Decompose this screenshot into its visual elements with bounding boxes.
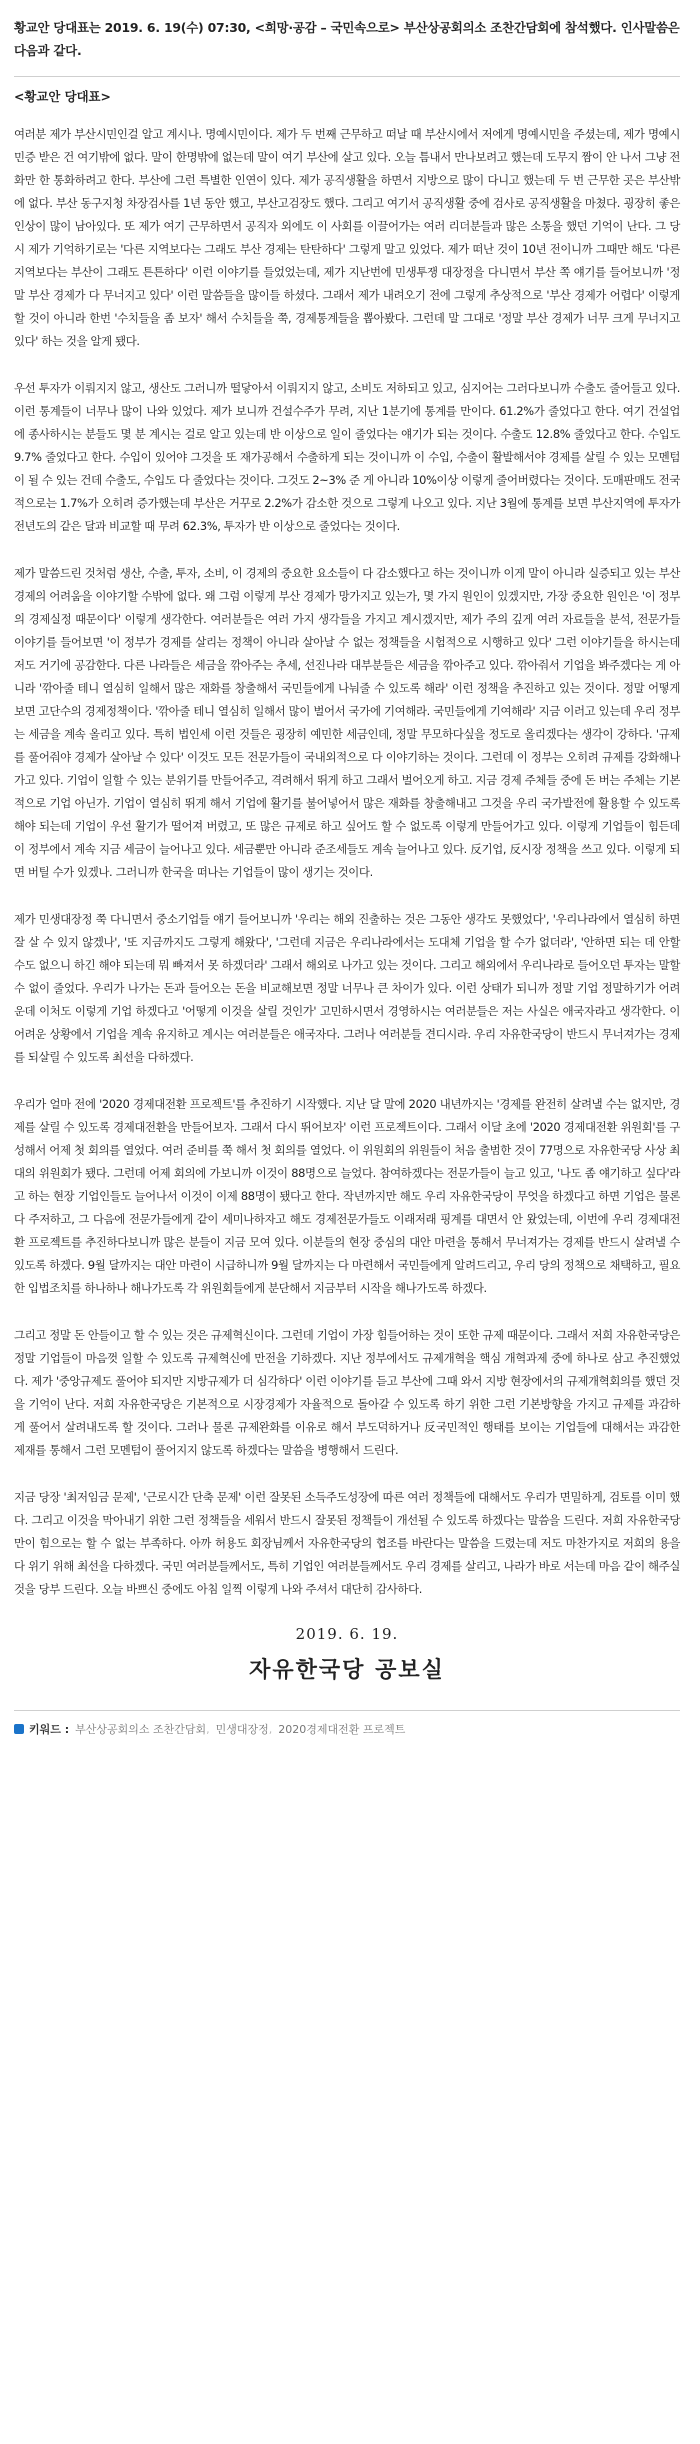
intro-text: 황교안 당대표는 2019. 6. 19(수) 07:30, <희망·공감 – 국민속으로> 부산상공회의소 조찬간담회에 참석했다. 인사말씀은 다음과 같다.: [14, 20, 680, 58]
paragraph-5: 우리가 얼마 전에 '2020 경제대전환 프로젝트'를 추진하기 시작했다. 지난 달 말에 2020 내년까지는 '경제를 완전히 살려낼 수는 없지만, 경제를 살릴 수 있도록 경제대전환을 만들어보자. 그래서 다시 뛰어보자' 이런 프로젝트이다. 그래서 이달 초에 '2020 경제대전환 위원회'를 구성해서 어제 첫 회의를 열었다. 여러 준비를 쭉 해서 첫 회의를 열었다. 이 위원회의 위원들이 처음 출범한 것이 77명으로 자유한국당 사상 최대의 위원회가 됐다. 그런데 어제 회의에 가보니까 이것이 88명으로 늘었다. 참여하겠다는 전문가들이 늘고 있고, '나도 좀 얘기하고 싶다'라고 하는 현장 기업인들도 늘어나서 이것이 이제 88명이 됐다고 한다. 작년까지만 해도 우리 자유한국당이 무엇을 하겠다고 하면 기업은 물론 다 주저하고, 그 다음에 전문가들에게 같이 세미나하자고 해도 경제전문가들도 이래저래 핑계를 대면서 안 왔었는데, 이번에 우리 경제대전환 프로젝트를 추진하다보니까 많은 분들이 지금 모여 있다. 이분들의 현장 중심의 대안 마련을 통해서 무너져가는 경제를 반드시 살려낼 수 있도록 하겠다. 9월 달까지는 대안 마련이 시급하니까 9월 달까지는 다 마련해서 국민들에게 알려드리고, 우리 당의 정책으로 채택하고, 필요한 입법조치를 하나하나 해나가도록 각 위원회들에게 분단해서 지금부터 시작을 해나가도록 하겠다.: [14, 1097, 680, 1295]
keyword-link-2[interactable]: 민생대장정: [215, 1723, 269, 1736]
paragraph-7: 지금 당장 '최저임금 문제', '근로시간 단축 문제' 이런 잘못된 소득주도성장에 따른 여러 정책들에 대해서도 우리가 면밀하게, 검토를 이미 했다. 그리고 이것을 막아내기 위한 그런 정책들을 세워서 반드시 잘못된 정책들이 개선될 수 있도록 하겠다는 말씀을 드린다. 저희 자유한국당만이 힘으로는 할 수 없는 부족하다. 아까 허용도 회장님께서 자유한국당의 협조를 바란다는 말씀을 드렸는데 저도 마찬가지로 저희의 용을 다 위기 위해 최선을 다하겠다. 국민 여러분들께서도, 특히 기업인 여러분들께서도 우리 경제를 살리고, 나라가 바로 서는데 마음 같이 해주실 것을 당부 드린다. 오늘 바쁘신 중에도 아침 일찍 이렇게 나와 주셔서 대단히 감사하다.: [14, 1490, 680, 1596]
keyword-link-3[interactable]: 2020경제대전환 프로젝트: [278, 1723, 406, 1736]
divider: [14, 76, 680, 77]
issuer-name: 자유한국당 공보실: [249, 1658, 445, 1683]
speaker-label: <황교안 당대표>: [14, 89, 111, 104]
paragraph-2: 우선 투자가 이뤄지지 않고, 생산도 그러니까 떨닿아서 이뤄지지 않고, 소비도 저하되고 있고, 심지어는 그러다보니까 수출도 줄어들고 있다. 이런 통계들이 너무나 많이 나와 있었다. 제가 보니까 건설수주가 무려, 지난 1분기에 통계를 만이다. 61.2%가 줄었다고 한다. 여기 건설업에 종사하시는 분들도 몇 분 계시는 걸로 알고 있는데 반 이상으로 일이 줄었다는 얘기가 되는 것이다. 수출도 12.8% 줄었다고 한다. 수입도 9.7% 줄었다고 한다. 수입이 있어야 그것을 또 재가공해서 수출하게 되는 것이니까 이 수입, 수출이 활발해서야 경제를 살릴 수 있는 모멘텀이 될 수 있는 건데 수출도, 수입도 다 줄었다는 것이다. 그것도 2~3% 준 게 아니라 10%이상 이렇게 줄어버렸다는 것이다. 도매판매도 전국적으로는 1.7%가 오히려 증가했는데 부산은 거꾸로 2.2%가 감소한 것으로 그렇게 나오고 있다. 지난 3월에 통계를 보면 부산지역에 투자가 전년도의 같은 달과 비교할 때 무려 62.3%, 투자가 반 이상으로 줄었다는 것이다.: [14, 381, 680, 533]
keyword-link-1[interactable]: 부산상공회의소 조찬간담회: [75, 1723, 207, 1736]
speech-body: [14, 123, 680, 1601]
keywords-bar: [14, 1710, 680, 1737]
keyword-icon: [14, 1724, 24, 1734]
paragraph-3: 제가 말씀드린 것처럼 생산, 수출, 투자, 소비, 이 경제의 중요한 요소들이 다 감소했다고 하는 것이니까 이게 말이 아니라 실증되고 있는 부산 경제의 어려움을 이야기할 수밖에 없다. 왜 그럼 이렇게 부산 경제가 망가지고 있는가, 몇 가지 원인이 있겠지만, 가장 중요한 원인은 '이 정부의 경제실정 때문이다' 이렇게 생각한다. 여러분들은 여러 가지 생각들을 가지고 계시겠지만, 제가 주의 깊게 여러 자료들을 분석, 전문가들 이야기를 들어보면 '이 정부가 경제를 살리는 정책이 아니라 살아날 수 없는 정책들을 시험적으로 시행하고 있다' 그런 이야기들을 하시는데 저도 거기에 공감한다. 다른 나라들은 세금을 깎아주는 추세, 선진나라 대부분들은 세금을 깎아주고 있다. 깎아줘서 기업을 봐주겠다는 게 아니라 '깎아줄 테니 열심히 일해서 많은 재화를 창출해서 국민들에게 나눠줄 수 있도록 해라' 이런 정책을 추진하고 있는 것이다. 정말 어떻게 보면 고단수의 경제정책이다. '깎아줄 테니 열심히 일해서 많이 벌어서 국가에 기여해라. 국민들에게 기여해라' 지금 이러고 있는데 우리 정부는 세금을 계속 올리고 있다. 특히 법인세 이런 것들은 굉장히 예민한 세금인데, 정말 무모하다싶을 정도로 올리겠다는 생각이 강하다. '규제를 풀어줘야 경제가 살아날 수 있다' 이것도 모든 전문가들이 국내외적으로 다 이야기하는 것이다. 그런데 이 정부는 오히려 규제를 강화해나가고 있다. 기업이 일할 수 있는 분위기를 만들어주고, 격려해서 뛰게 하고 그래서 벌어오게 하고. 지금 경제 주체들 중에 돈 버는 주체는 기본적으로 기업 아닌가. 기업이 열심히 뛰게 해서 기업에 활기를 불어넣어서 많은 재화를 창출해내고 그것을 우리 국가발전에 활용할 수 있도록 해야 되는데 기업이 우선 활기가 떨어져 버렸고, 또 많은 규제로 하고 싶어도 할 수 없도록 이렇게 만들어가고 있다. 이렇게 기업들이 힘든데 이 정부에서 계속 지금 세금이 늘어나고 있다. 세금뿐만 아니라 준조세들도 계속 늘어나고 있다. 反기업, 反시장 정책을 쓰고 있다. 이렇게 되면 버틸 수가 있겠나. 그러니까 한국을 떠나는 기업들이 많이 생기는 것이다.: [14, 566, 680, 879]
release-date: 2019. 6. 19.: [295, 1625, 399, 1643]
keyword-separator: ,: [268, 1722, 273, 1736]
keywords-label: 키워드 :: [29, 1723, 70, 1736]
paragraph-1: 여러분 제가 부산시민인걸 알고 계시나. 명예시민이다. 제가 두 번째 근무하고 떠날 때 부산시에서 저에게 명예시민을 주셨는데, 제가 명예시민증 받은 건 여기밖에 없다. 말이 한명밖에 없는데 말이 여기 부산에 살고 있다. 오늘 틈내서 만나보려고 했는데 도무지 짬이 안 나서 그냥 전화만 한 통화하려고 한다. 부산에 그런 특별한 인연이 있다. 제가 공직생활을 하면서 지방으로 많이 다니고 했는데 두 번 근무한 곳은 부산밖에 없다. 부산 동구지청 차장검사를 1년 동안 했고, 부산고검장도 했다. 그리고 여기서 공직생활 중에 검사로 공직생활을 마쳤다. 굉장히 좋은 인상이 많이 남아있다. 또 제가 여기 근무하면서 공직자 외에도 이 사회를 이끌어가는 여러 리더분들과 많은 소통을 했던 기억이 난다. 그 당시 제가 기억하기로는 '다른 지역보다는 그래도 부산 경제는 탄탄하다' 그렇게 말고 있었다. 제가 떠난 것이 10년 전이니까 그때만 해도 '다른 지역보다는 부산이 그래도 튼튼하다' 이런 이야기를 들었었는데, 제가 지난번에 민생투쟁 대장정을 다니면서 부산 쪽 얘기를 들어보니까 '정말 부산 경제가 다 무너지고 있다' 이런 말씀들을 많이들 하셨다. 그래서 제가 내려오기 전에 그렇게 추상적으로 '부산 경제가 어렵다' 이렇게 할 것이 아니라 한번 '수치들을 좀 보자' 해서 수치들을 쭉, 경제통계들을 뽑아봤다. 그런데 말 그대로 '정말 부산 경제가 너무 크게 무너지고 있다' 하는 것을 알게 됐다.: [14, 127, 680, 348]
keyword-separator: ,: [206, 1722, 210, 1736]
paragraph-6: 그리고 정말 돈 안들이고 할 수 있는 것은 규제혁신이다. 그런데 기업이 가장 힘들어하는 것이 또한 규제 때문이다. 그래서 저희 자유한국당은 정말 기업들이 마음껏 일할 수 있도록 규제혁신에 만전을 기하겠다. 지난 정부에서도 규제개혁을 핵심 개혁과제 중에 하나로 삼고 추진했었다. 제가 '중앙규제도 풀어야 되지만 지방규제가 더 심각하다' 이런 이야기를 듣고 부산에 그때 와서 지방 현장에서의 규제개혁회의를 했던 것을 기억이 난다. 저희 자유한국당은 기본적으로 시장경제가 자율적으로 돌아갈 수 있도록 하기 위한 그런 기본방향을 가지고 규제를 과감하게 풀어서 살려내도록 할 것이다. 그러나 물론 규제완화를 이유로 해서 부도덕하거나 反국민적인 행태를 보이는 기업들에 대해서는 과감한 제재를 통해서 그런 모멘텀이 풀어지지 않도록 하겠다는 말씀을 병행해서 드린다.: [14, 1328, 680, 1457]
paragraph-4: 제가 민생대장정 쭉 다니면서 중소기업들 얘기 들어보니까 '우리는 해외 진출하는 것은 그동안 생각도 못했었다', '우리나라에서 열심히 하면 잘 살 수 있지 않겠나', '또 지금까지도 그렇게 해왔다', '그런데 지금은 우리나라에서는 도대체 기업을 할 수가 없더라', '안하면 되는 데 안할 수도 없으니 하긴 해야 되는데 뭐 빠져서 못 하겠더라' 그래서 해외로 나가고 있는 것이다. 그리고 해외에서 우리나라로 들어오던 투자는 말할 수 없이 줄었다. 우리가 나가는 돈과 들어오는 돈을 비교해보면 정말 너무나 큰 차이가 있다. 이런 상태가 되니까 정말 기업 정말하기가 어려운데 이처도 이렇게 기업 하겠다고 '어떻게 이것을 살릴 것인가' 고민하시면서 경영하시는 여러분들은 저는 사실은 애국자라고 생각한다. 이 어려운 상황에서 기업을 계속 유지하고 계시는 여러분들은 애국자다. 그러나 여러분들 견디시라. 우리 자유한국당이 반드시 무너져가는 경제를 되살릴 수 있도록 최선을 다하겠다.: [14, 912, 680, 1064]
